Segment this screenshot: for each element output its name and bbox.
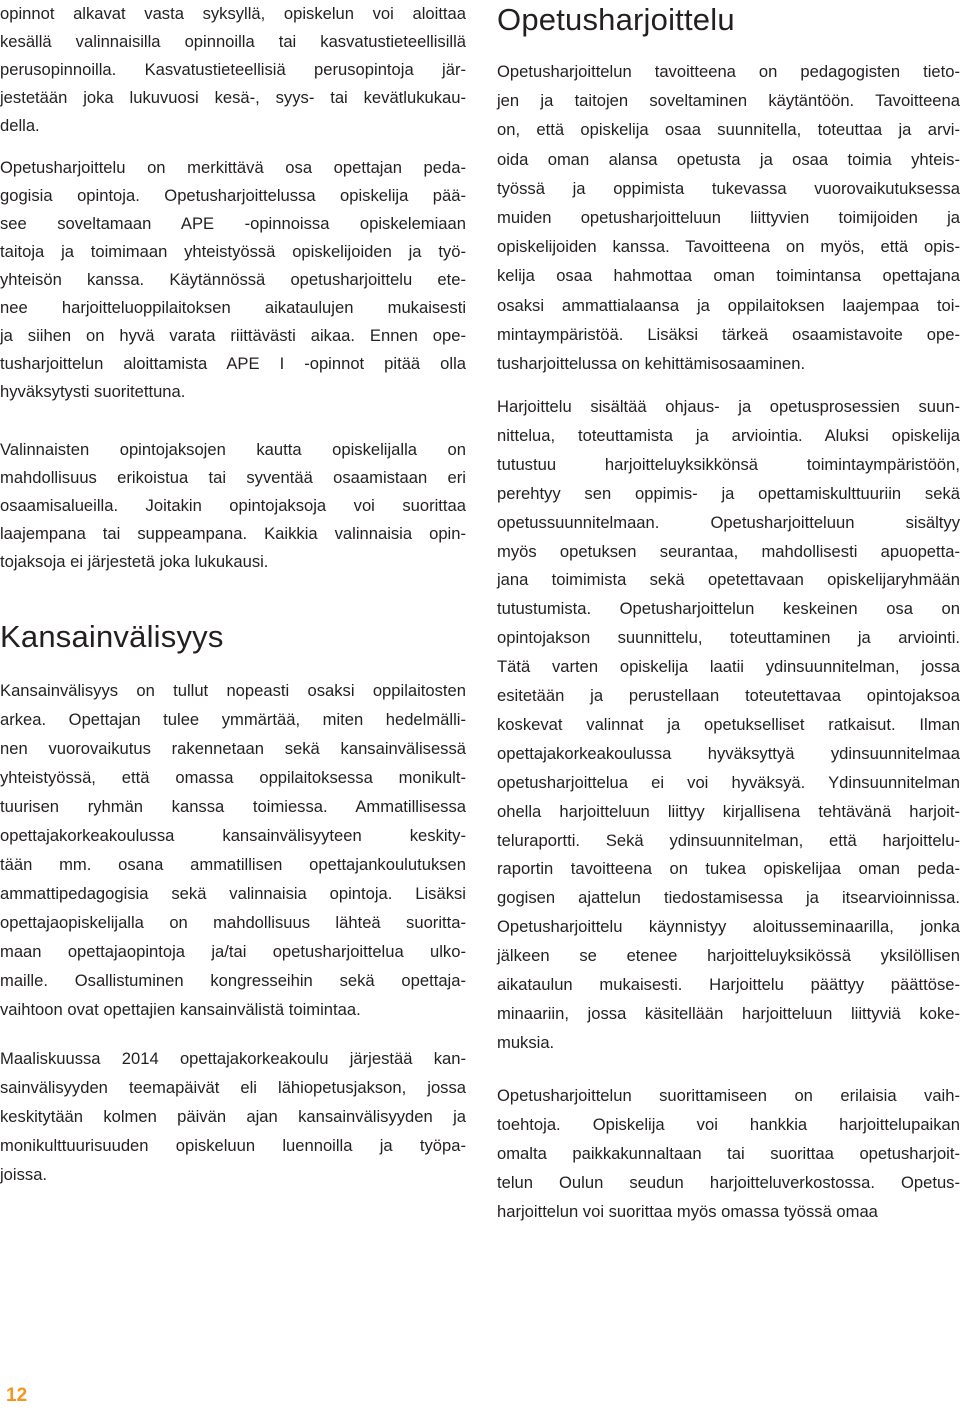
text-line: nittelua, toteuttamista ja arviointia. Aluksi opiskelija — [497, 425, 960, 445]
text-line: opintojakson suunnittelu, toteuttaminen ja arviointi. — [497, 628, 960, 648]
text-line: kelija osaa hahmottaa oman toimintansa opettajana — [497, 266, 960, 286]
text-line: maan opettajaopintoja ja/tai opetusharjoittelua ulko- — [0, 942, 466, 961]
text-line: jestetään joka lukuvuosi kesä-, syys- tai kevätlukukau- — [0, 88, 466, 107]
text-line: gogisen ajattelun tiedostamisessa ja itsearvioinnissa. — [497, 888, 960, 908]
text-line: Tätä varten opiskelija laatii ydinsuunnitelman, jossa — [497, 657, 960, 677]
text-line: tuurisen ryhmän kanssa toimiessa. Ammatillisessa — [0, 797, 466, 816]
section-heading-kansainvalisyys: Kansainvälisyys — [0, 619, 224, 654]
text-line: tusharjoittelussa on kehittämisosaaminen. — [497, 354, 806, 373]
text-line: ja siihen on hyvä varata riittävästi aikaa. Ennen ope- — [0, 326, 466, 345]
text-line: ammattipedagogisia sekä valinnaisia opintoja. Lisäksi — [0, 884, 466, 903]
text-line: kesällä valinnaisilla opinnoilla tai kasvatustieteellisillä — [0, 32, 466, 51]
text-line: opiskelijoiden kanssa. Tavoitteena on myös, että opis- — [497, 237, 960, 257]
text-line: tään mm. osana ammatillisen opettajankoulutuksen — [0, 855, 466, 874]
text-line: on, että opiskelija osaa suunnitella, toteuttaa ja arvi- — [497, 120, 960, 140]
text-line: minaariin, jossa käsitellään harjoitteluun liittyviä koke- — [497, 1003, 960, 1023]
text-line: gogisia opintoja. Opetusharjoittelussa opiskelija pää- — [0, 186, 466, 205]
text-line: maille. Osallistuminen kongresseihin sekä opettaja- — [0, 971, 466, 990]
text-line: mintaympäristöä. Lisäksi tärkeä osaamistavoite ope- — [497, 324, 960, 344]
text-line: della. — [0, 116, 40, 135]
text-line: muiden opetusharjoitteluun liittyvien toimijoiden ja — [497, 208, 960, 227]
text-line: Opetusharjoittelun suorittamiseen on erilaisia vaih- — [497, 1086, 960, 1105]
text-line: jälkeen se etenee harjoitteluyksikössä yksilöllisen — [497, 946, 960, 966]
text-line: taitoja ja toimimaan yhteistyössä opiskelijoiden ja työ- — [0, 242, 466, 261]
text-line: oida oman alansa opetusta ja osaa toimia yhteis- — [497, 149, 960, 169]
text-line: nee harjoitteluoppilaitoksen aikataulujen mukaisesti — [0, 298, 466, 317]
text-line: perusopinnoilla. Kasvatustieteellisiä perusopintoja jär- — [0, 60, 466, 79]
text-line: monikulttuurisuuden opiskeluun luennoilla ja työpa- — [0, 1136, 466, 1155]
text-line: Harjoittelu sisältää ohjaus- ja opetusprosessien suun- — [497, 397, 960, 416]
text-line: vaihtoon ovat opettajien kansainvälistä toimintaa. — [0, 1000, 361, 1019]
text-line: sainvälisyyden teemapäivät eli lähiopetusjakson, jossa — [0, 1078, 466, 1097]
text-line: työssä ja oppimista tukevassa vuorovaikutuksessa — [497, 178, 960, 198]
text-line: osaamisalueilla. Joitakin opintojaksoja voi suorittaa — [0, 496, 466, 515]
text-line: omalta paikkakunnaltaan tai suorittaa opetusharjoit- — [497, 1144, 960, 1163]
text-line: opettajakorkeakoulussa kansainvälisyyteen keskity- — [0, 826, 466, 845]
text-line: osaksi ammattialaansa ja oppilaitoksen laajempaa toi- — [497, 295, 960, 315]
text-line: toehtoja. Opiskelija voi hankkia harjoittelupaikan — [497, 1115, 960, 1134]
text-line: see soveltamaan APE -opinnoissa opiskelemiaan — [0, 214, 466, 233]
text-line: laajempana tai suppeampana. Kaikkia valinnaisia opin- — [0, 524, 466, 543]
text-line: telun Oulun seudun harjoitteluverkostossa. Opetus- — [497, 1173, 960, 1192]
text-line: esitetään ja perustellaan toteutettavaa opintojaksoa — [497, 686, 960, 705]
text-line: Opetusharjoittelun tavoitteena on pedagogisten tieto- — [497, 62, 960, 81]
text-line: yhteisön kanssa. Käytännössä opetusharjoittelu ete- — [0, 270, 466, 289]
text-line: opettajakorkeakoulussa hyväksyttyä ydinsuunnitelmaa — [497, 743, 960, 763]
text-line: aikataulun mukaisesti. Harjoittelu päättyy päättöse- — [497, 975, 960, 994]
text-line: muksia. — [497, 1032, 555, 1052]
text-line: ohella harjoitteluun liittyy kirjallisena tehtävänä harjoit- — [497, 801, 960, 821]
text-line: tusharjoittelun aloittamista APE I -opinnot pitää olla — [0, 354, 466, 373]
section-heading-opetusharjoittelu: Opetusharjoittelu — [497, 2, 735, 37]
text-line: tojaksoja ei järjestetä joka lukukausi. — [0, 552, 269, 571]
text-line: joissa. — [0, 1165, 48, 1184]
text-line: hyväksytysti suoritettuna. — [0, 382, 186, 401]
page-number: 12 — [6, 1385, 28, 1406]
text-line: teluraportti. Sekä ydinsuunnitelman, että harjoittelu- — [497, 830, 960, 850]
text-line: opettajaopiskelijalla on mahdollisuus lähteä suoritta- — [0, 913, 466, 932]
text-line: tutustuu harjoitteluyksikkönsä toimintaympäristöön, — [497, 454, 960, 474]
text-line: koskevat valinnat ja opetukselliset ratkaisut. Ilman — [497, 714, 960, 734]
text-line: myös opetuksen seurantaa, mahdollisesti apuopetta- — [497, 541, 960, 561]
text-line: Opetusharjoittelu käynnistyy aloitusseminaarilla, jonka — [497, 917, 960, 937]
text-line: Maaliskuussa 2014 opettajakorkeakoulu järjestää kan- — [0, 1049, 466, 1068]
text-line: opinnot alkavat vasta syksyllä, opiskelun voi aloittaa — [0, 4, 466, 23]
text-line: Kansainvälisyys on tullut nopeasti osaksi oppilaitosten — [0, 681, 466, 700]
text-line: nen vuorovaikutus rakennetaan sekä kansainvälisessä — [0, 739, 466, 758]
text-line: opetussuunnitelmaan. Opetusharjoitteluun sisältyy — [497, 512, 960, 532]
text-line: arkea. Opettajan tulee ymmärtää, miten hedelmälli- — [0, 710, 466, 729]
text-line: jana toimimista sekä opetettavaan opiskelijaryhmään — [497, 570, 960, 590]
text-line: yhteistyössä, että omassa oppilaitoksessa monikult- — [0, 768, 466, 787]
text-line: Valinnaisten opintojaksojen kautta opiskelijalla on — [0, 440, 466, 459]
text-line: opetusharjoittelua ei voi hyväksyä. Ydinsuunnitelman — [497, 772, 960, 792]
text-line: mahdollisuus erikoistua tai syventää osaamistaan eri — [0, 468, 466, 487]
text-line: tutustumista. Opetusharjoittelun keskeinen osa on — [497, 599, 960, 619]
text-line: Opetusharjoittelu on merkittävä osa opettajan peda- — [0, 158, 466, 177]
text-line: jen ja taitojen soveltaminen käytäntöön. Tavoitteena — [497, 91, 960, 111]
text-line: perehtyy sen oppimis- ja opettamiskulttuuriin sekä — [497, 483, 960, 503]
text-line: raportin tavoitteena on tukea opiskelijaa oman peda- — [497, 859, 960, 879]
text-line: harjoittelun voi suorittaa myös omassa työssä omaa — [497, 1202, 878, 1221]
text-line: keskitytään kolmen päivän ajan kansainvälisyyden ja — [0, 1107, 466, 1126]
